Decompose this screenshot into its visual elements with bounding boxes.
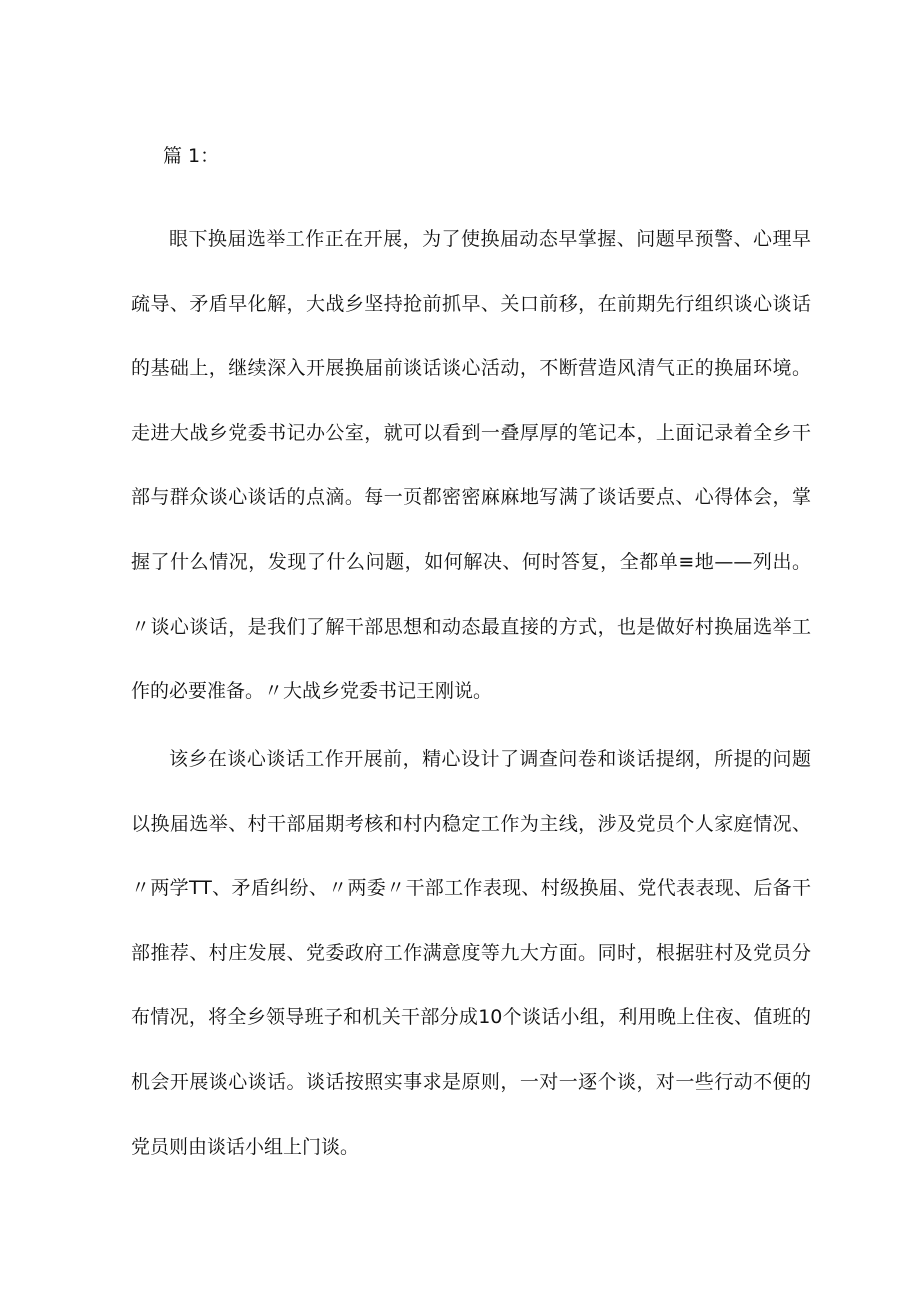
paragraph-1: 眼下换届选举工作正在开展，为了使换届动态早掌握、问题早预警、心理早疏导、矛盾早化解，大战乡坚持抢前抓早、关口前移，在前期先行组织谈心谈话的基础上，继续深入开展换届前谈话谈心活动，不断营造风清气正的换届环境。走进大战乡党委书记办公室，就可以看到一叠厚厚的笔记本，上面记录着全乡干部与群众谈心谈话的点滴。每一页都密密麻麻地写满了谈话要点、心得体会，掌握了什么情况，发现了什么问题，如何解决、何时答复，全都单≡地——列出。〃谈心谈话，是我们了解干部思想和动态最直接的方式，也是做好村换届选举工作的必要准备。〃大战乡党委书记王刚说。 xyxy=(131,228,811,703)
paragraph-2: 该乡在谈心谈话工作开展前，精心设计了调查问卷和谈话提纲，所提的问题以换届选举、村干部届期考核和村内稳定工作为主线，涉及党员个人家庭情况、〃两学TT、矛盾纠纷、〃两委〃干部工作表现、村级换届、党代表表现、后备干部推荐、村庄发展、党委政府工作满意度等九大方面。同时，根据驻村及党员分布情况，将全乡领导班子和机关干部分成10个谈话小组，利用晚上住夜、值班的机会开展谈心谈话。谈话按照实事求是原则，一对一逐个谈，对一些行动不便的党员则由谈话小组上门谈。 xyxy=(131,748,811,1158)
section-heading: 篇 1： xyxy=(163,145,220,167)
